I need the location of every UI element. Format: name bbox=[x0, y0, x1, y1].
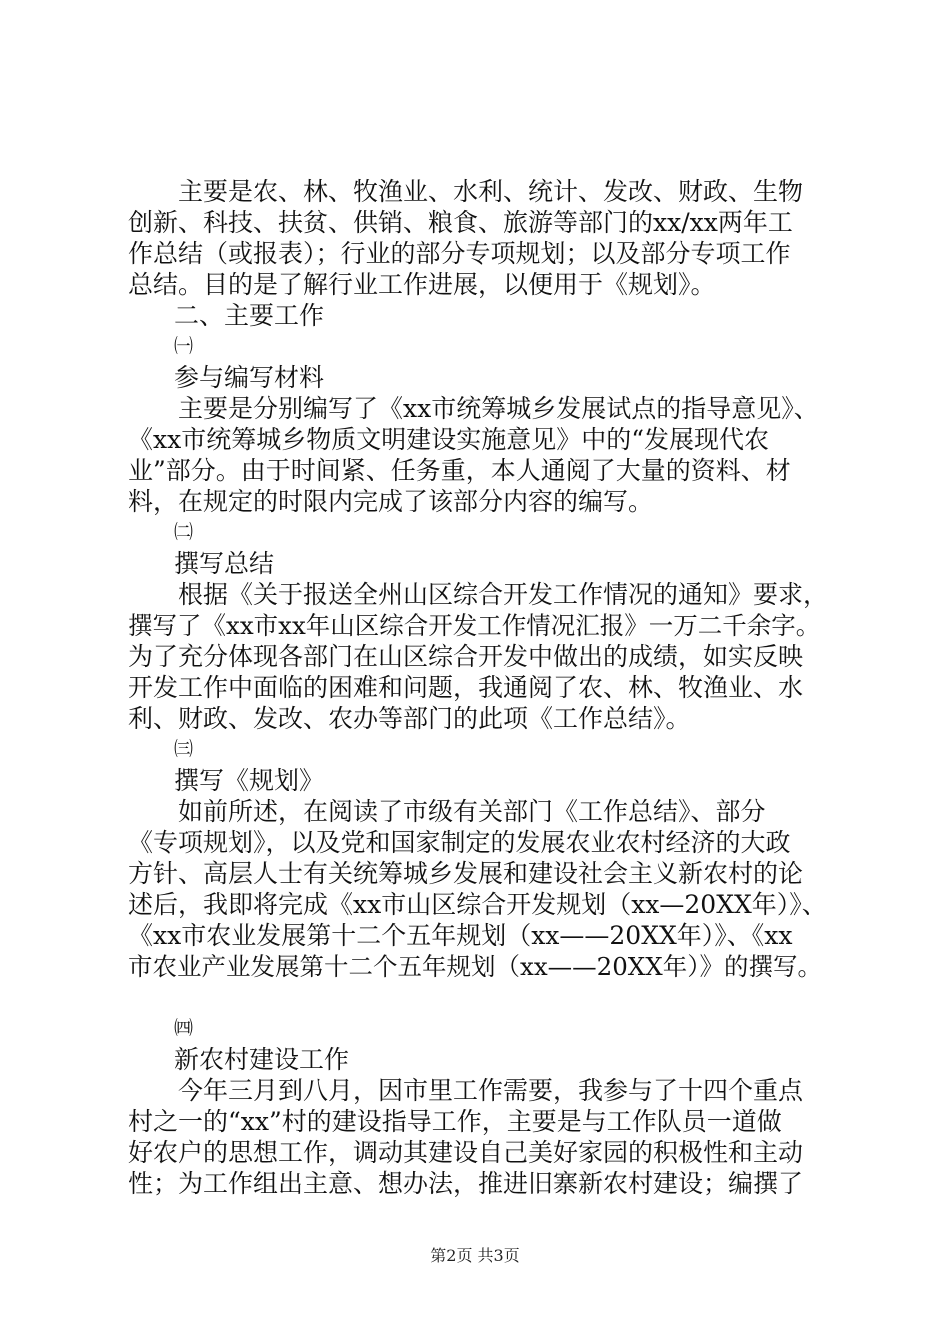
paragraph-line: 市农业产业发展第十二个五年规划（xx——20XX年）》的撰写。 bbox=[128, 952, 822, 981]
subsection-marker: ㈢ bbox=[174, 738, 194, 760]
subsection-marker: ㈣ bbox=[174, 1017, 194, 1039]
paragraph-line: 为了充分体现各部门在山区综合开发中做出的成绩，如实反映 bbox=[128, 642, 804, 671]
paragraph-line: 料，在规定的时限内完成了该部分内容的编写。 bbox=[128, 487, 654, 516]
paragraph-line: 如前所述，在阅读了市级有关部门《工作总结》、部分 bbox=[178, 797, 766, 826]
paragraph-line: 《xx市统筹城乡物质文明建设实施意见》中的“发展现代农 bbox=[128, 425, 769, 454]
paragraph-line: 《专项规划》，以及党和国家制定的发展农业农村经济的大政 bbox=[128, 828, 791, 857]
paragraph-line: 总结。目的是了解行业工作进展，以便用于《规划》。 bbox=[128, 270, 716, 299]
paragraph-line: 方针、高层人士有关统筹城乡发展和建设社会主义新农村的论 bbox=[128, 859, 804, 888]
blank-line bbox=[128, 982, 828, 1013]
paragraph-line: 好农户的思想工作，调动其建设自己美好家园的积极性和主动 bbox=[128, 1138, 804, 1167]
paragraph-line: 撰写了《xx市xx年山区综合开发工作情况汇报》一万二千余字。 bbox=[128, 611, 821, 640]
subsection-heading: 新农村建设工作 bbox=[174, 1045, 350, 1074]
paragraph-line: 根据《关于报送全州山区综合开发工作情况的通知》要求， bbox=[178, 580, 829, 609]
document-body bbox=[128, 176, 828, 1199]
subsection-heading: 参与编写材料 bbox=[174, 363, 325, 392]
paragraph-line: 创新、科技、扶贫、供销、粮食、旅游等部门的xx/xx两年工 bbox=[128, 208, 793, 237]
subsection-marker: ㈡ bbox=[174, 521, 194, 543]
paragraph-line: 开发工作中面临的困难和问题，我通阅了农、林、牧渔业、水 bbox=[128, 673, 804, 702]
paragraph-line: 主要是农、林、牧渔业、水利、统计、发改、财政、生物 bbox=[178, 177, 804, 206]
paragraph-line: 述后，我即将完成《xx市山区综合开发规划（xx—20XX年）》、 bbox=[128, 890, 827, 919]
paragraph-line: 主要是分别编写了《xx市统筹城乡发展试点的指导意见》、 bbox=[178, 394, 819, 423]
paragraph-line: 《xx市农业发展第十二个五年规划（xx——20XX年）》、《xx bbox=[128, 921, 793, 950]
section-heading: 二、主要工作 bbox=[174, 301, 325, 330]
subsection-heading: 撰写总结 bbox=[174, 549, 275, 578]
paragraph-line: 性；为工作组出主意、想办法，推进旧寨新农村建设；编撰了 bbox=[128, 1169, 804, 1198]
page-footer: 第2页 共3页 bbox=[430, 1246, 520, 1265]
paragraph-line: 业”部分。由于时间紧、任务重，本人通阅了大量的资料、材 bbox=[128, 456, 791, 485]
paragraph-line: 村之一的“xx”村的建设指导工作，主要是与工作队员一道做 bbox=[128, 1107, 782, 1136]
paragraph-line: 作总结（或报表）；行业的部分专项规划；以及部分专项工作 bbox=[128, 239, 791, 268]
paragraph-line: 利、财政、发改、农办等部门的此项《工作总结》。 bbox=[128, 704, 691, 733]
subsection-marker: ㈠ bbox=[174, 335, 194, 357]
paragraph-line: 今年三月到八月，因市里工作需要，我参与了十四个重点 bbox=[178, 1076, 804, 1105]
subsection-heading: 撰写《规划》 bbox=[174, 766, 325, 795]
